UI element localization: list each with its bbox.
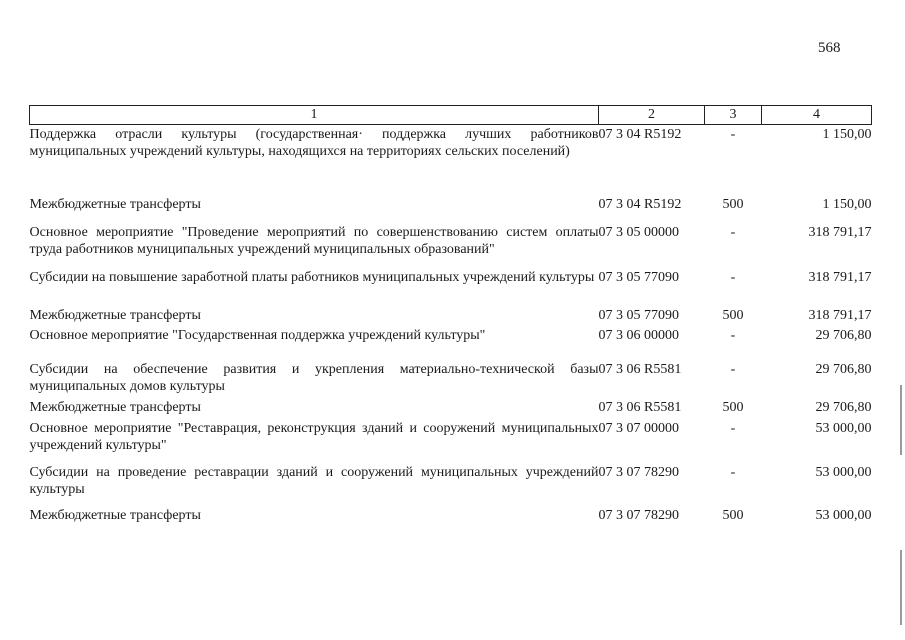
row-amount: 318 791,17 <box>808 224 872 240</box>
row-type: - <box>730 361 736 377</box>
row-code: 07 3 06 R5581 <box>598 399 682 415</box>
row-description: Основное мероприятие "Проведение мероприятий по совершенствованию систем оплаты труда работников муниципальных учреждений муниципальных образований" <box>29 224 599 257</box>
table-row <box>30 125 872 188</box>
row-type: - <box>730 420 736 436</box>
row-description: Поддержка отрасли культуры (государственная· поддержка лучших работников муниципальных учреждений культуры, находящихся на территориях сельских поселений) <box>29 127 599 159</box>
row-description: Межбюджетные трансферты <box>29 507 201 523</box>
row-type: - <box>730 224 736 240</box>
table-row <box>30 264 872 304</box>
table-header-row <box>30 106 872 125</box>
scan-edge-mark <box>900 550 902 625</box>
row-amount: 53 000,00 <box>815 507 872 523</box>
row-type: - <box>730 127 736 142</box>
row-type: 500 <box>722 507 744 523</box>
row-code: 07 3 05 00000 <box>598 224 679 240</box>
row-code: 07 3 05 77090 <box>598 307 679 323</box>
row-code: 07 3 04 R5192 <box>598 127 682 142</box>
table-row <box>30 326 872 356</box>
row-type: - <box>730 464 736 480</box>
row-description: Основное мероприятие "Реставрация, реконструкция зданий и сооружений муниципальных учреждений культуры" <box>29 420 599 453</box>
scan-edge-mark <box>900 385 902 455</box>
row-description: Субсидии на проведение реставрации зданий и сооружений муниципальных учреждений культуры <box>29 464 599 497</box>
row-description: Субсидии на повышение заработной платы работников муниципальных учреждений культуры <box>29 269 595 285</box>
header-col-2: 2 <box>599 106 705 125</box>
row-type: 500 <box>722 196 744 212</box>
page-number: 568 <box>818 40 841 56</box>
table-row <box>30 304 872 326</box>
row-amount: 1 150,00 <box>822 196 872 212</box>
row-type: - <box>730 327 736 343</box>
header-col-1: 1 <box>30 106 599 125</box>
row-type: - <box>730 269 736 285</box>
row-description: Основное мероприятие "Государственная поддержка учреждений культуры" <box>29 327 486 343</box>
row-amount: 29 706,80 <box>815 327 872 343</box>
row-code: 07 3 04 R5192 <box>598 196 682 212</box>
row-code: 07 3 05 77090 <box>598 269 679 285</box>
row-amount: 318 791,17 <box>808 269 872 285</box>
table-row <box>30 507 872 531</box>
row-description: Межбюджетные трансферты <box>29 196 201 212</box>
budget-table <box>29 105 872 531</box>
row-type: 500 <box>722 399 744 415</box>
row-description: Субсидии на обеспечение развития и укрепления материально-технической базы муниципальных домов культуры <box>29 361 599 394</box>
row-amount: 53 000,00 <box>815 464 872 480</box>
row-code: 07 3 06 R5581 <box>598 361 682 377</box>
row-amount: 29 706,80 <box>815 361 872 377</box>
row-code: 07 3 07 78290 <box>598 507 679 523</box>
table-row <box>30 463 872 507</box>
row-code: 07 3 07 78290 <box>598 464 679 480</box>
row-amount: 29 706,80 <box>815 399 872 415</box>
row-amount: 53 000,00 <box>815 420 872 436</box>
table-row <box>30 418 872 463</box>
header-col-4: 4 <box>762 106 872 125</box>
row-amount: 1 150,00 <box>822 127 872 142</box>
table-row <box>30 188 872 220</box>
row-description: Межбюджетные трансферты <box>29 399 201 415</box>
row-code: 07 3 07 00000 <box>598 420 679 436</box>
row-code: 07 3 06 00000 <box>598 327 679 343</box>
row-description: Межбюджетные трансферты <box>29 307 201 323</box>
table-row <box>30 356 872 396</box>
table-row <box>30 220 872 264</box>
row-type: 500 <box>722 307 744 323</box>
header-col-3: 3 <box>705 106 762 125</box>
table-row <box>30 396 872 418</box>
row-amount: 318 791,17 <box>808 307 872 323</box>
